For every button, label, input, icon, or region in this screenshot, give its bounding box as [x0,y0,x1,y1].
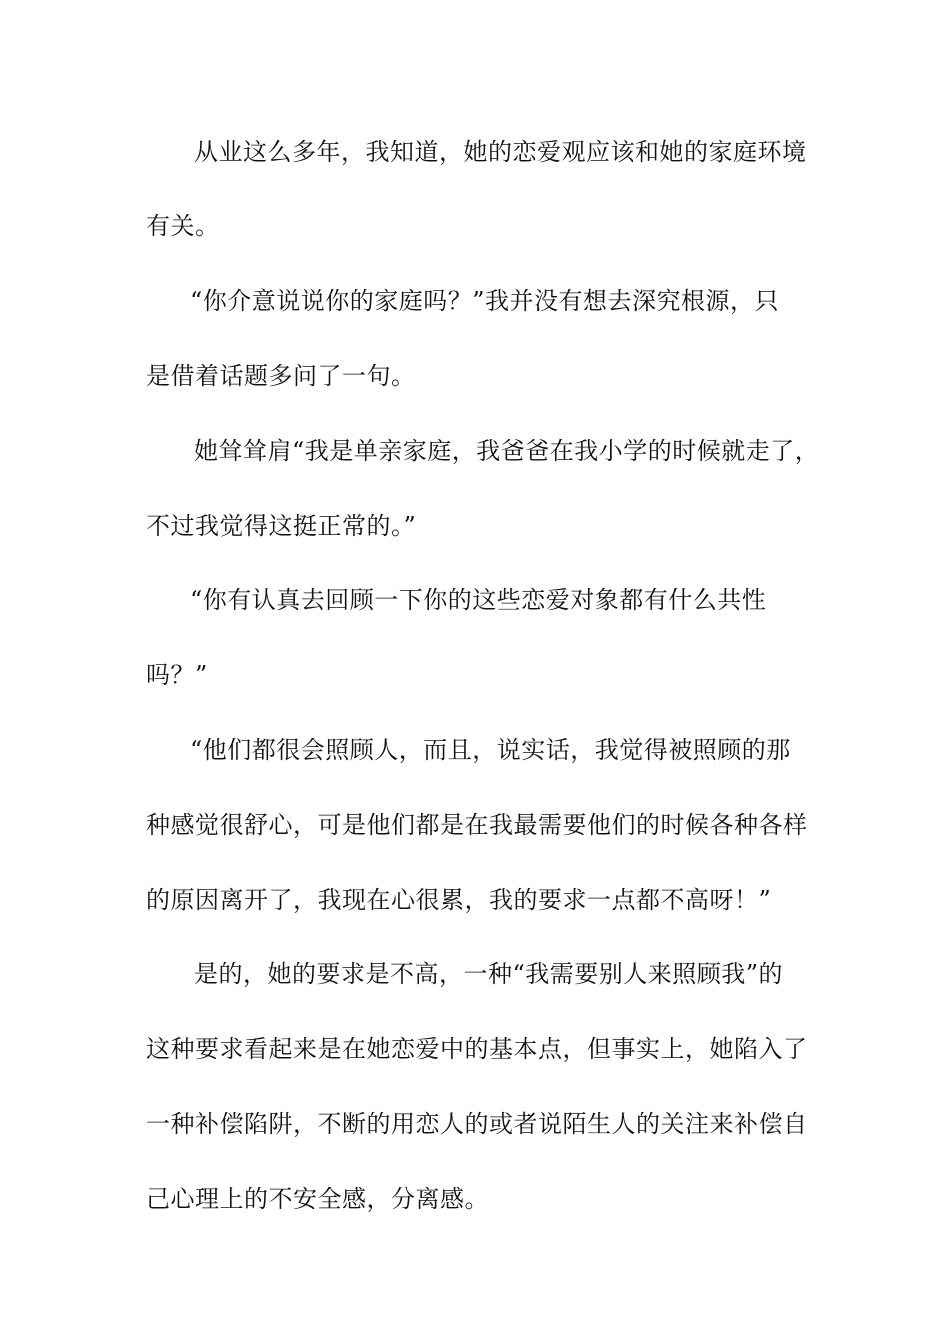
paragraph-6-line-2: 这种要求看起来是在她恋爱中的基本点，但事实上，她陷入了 [146,1035,808,1063]
paragraph-1-line-2: 有关。 [146,212,220,240]
paragraph-2-line-1: “你介意说说你的家庭吗？”我并没有想去深究根源，只 [190,287,780,315]
paragraph-2-line-2: 是借着话题多问了一句。 [146,362,416,390]
paragraph-6-line-1: 是的，她的要求是不高，一种“我需要别人来照顾我”的 [194,960,784,988]
paragraph-5-line-3: 的原因离开了，我现在心很累，我的要求一点都不高呀！” [146,886,772,914]
paragraph-4-line-2: 吗？” [146,661,208,689]
paragraph-6-line-3: 一种补偿陷阱，不断的用恋人的或者说陌生人的关注来补偿自 [146,1110,808,1138]
paragraph-4-line-1: “你有认真去回顾一下你的这些恋爱对象都有什么共性 [190,586,767,614]
paragraph-6-line-4: 己心理上的不安全感，分离感。 [146,1185,489,1213]
paragraph-5-line-2: 种感觉很舒心，可是他们都是在我最需要他们的时候各种各样 [146,811,808,839]
paragraph-3-line-1: 她耸耸肩“我是单亲家庭，我爸爸在我小学的时候就走了， [194,437,820,465]
paragraph-5-line-1: “他们都很会照顾人，而且，说实话，我觉得被照顾的那 [190,736,791,764]
paragraph-1-line-1: 从业这么多年，我知道，她的恋爱观应该和她的家庭环境 [194,138,807,166]
paragraph-3-line-2: 不过我觉得这挺正常的。” [146,512,417,540]
